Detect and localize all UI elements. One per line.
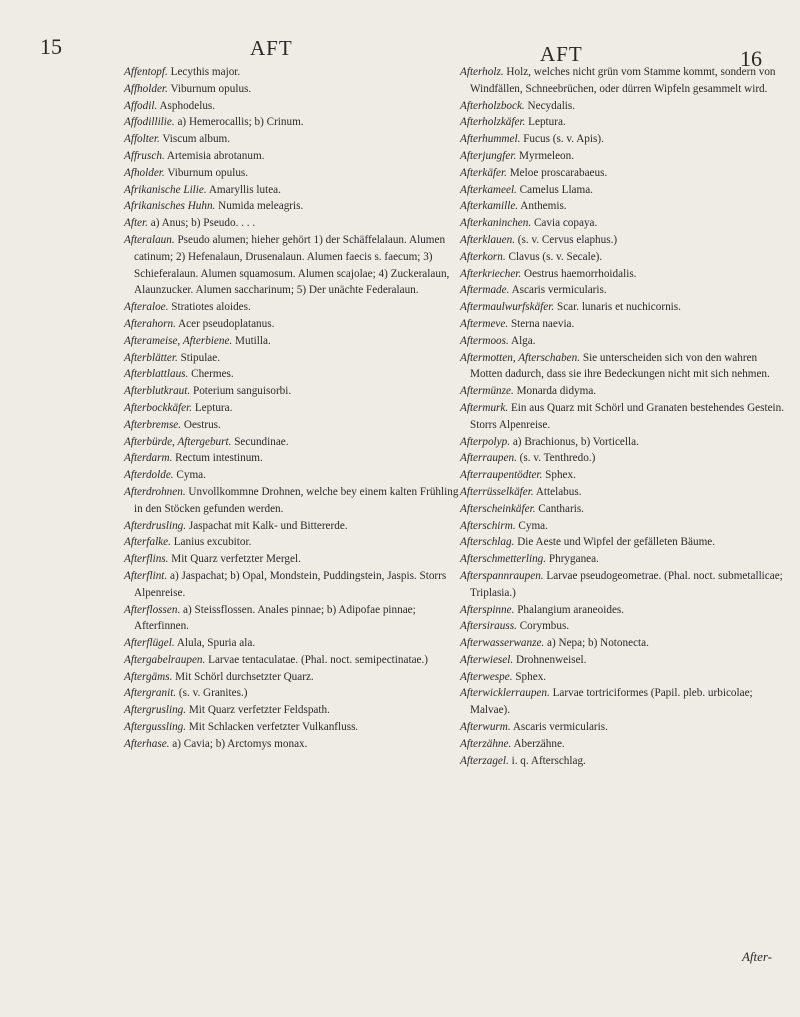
entry-headword: Afterdolde. [124, 469, 174, 482]
entry-definition: Stratiotes aloides. [171, 301, 251, 314]
entry-headword: Afterholzkäfer. [460, 116, 526, 129]
entry-definition: Aberzähne. [513, 737, 565, 750]
entry-headword: Afterblattlaus. [124, 368, 189, 381]
dictionary-entry [124, 299, 464, 316]
entry-definition: Stipulae. [180, 351, 221, 364]
entry-headword: Afterblätter. [124, 351, 178, 364]
dictionary-entry [460, 350, 790, 384]
dictionary-entry [124, 198, 464, 215]
dictionary-entry [460, 534, 790, 551]
dictionary-entry [460, 182, 790, 199]
entry-definition: Attelabus. [535, 485, 582, 498]
entry-definition: Mutilla. [235, 334, 271, 347]
entry-headword: Afterhase. [124, 737, 170, 750]
dictionary-entry [460, 652, 790, 669]
entry-definition: Larvae tentaculatae. (Phal. noct. semipectinatae.) [208, 653, 429, 666]
entry-headword: Afterkameel. [460, 183, 517, 196]
dictionary-entry [460, 551, 790, 568]
entry-headword: Afrikanisches Huhn. [124, 200, 216, 213]
entry-definition: Camelus Llama. [519, 183, 593, 196]
entry-definition: Amaryllis lutea. [208, 183, 281, 196]
dictionary-entry [124, 685, 464, 702]
left-page-number: 15 [40, 34, 62, 59]
dictionary-entry [460, 282, 790, 299]
entry-headword: Affrusch. [124, 149, 165, 162]
dictionary-entry [124, 400, 464, 417]
entry-definition: i. q. Afterschlag. [511, 754, 586, 767]
entry-headword: Afterkamille. [460, 200, 519, 213]
entry-definition: Cavia copaya. [533, 217, 598, 230]
entry-headword: Afterfalke. [124, 536, 171, 549]
dictionary-entry [460, 266, 790, 283]
entry-definition: (s. v. Cervus elaphus.) [517, 233, 618, 246]
entry-definition: Viburnum opulus. [167, 166, 249, 179]
entry-definition: Secundinae. [234, 435, 289, 448]
entry-headword: Afterholz. [460, 66, 504, 78]
dictionary-entry [460, 383, 790, 400]
entry-headword: Aftergrusling. [124, 704, 187, 717]
entry-definition: Alga. [510, 334, 536, 347]
dictionary-entry [124, 602, 464, 636]
dictionary-entry [124, 635, 464, 652]
dictionary-entry [124, 316, 464, 333]
entry-definition: Alula, Spuria ala. [176, 637, 256, 650]
left-running-title: AFT [250, 36, 293, 60]
entry-headword: Afterdarm. [124, 452, 173, 465]
entry-definition: Phryganea. [548, 553, 599, 566]
dictionary-entry [124, 114, 464, 131]
entry-definition: Monarda didyma. [516, 385, 597, 398]
entry-headword: Afterflügel. [124, 637, 175, 650]
entry-definition: Die Aeste und Wipfel der gefälleten Bäume. [517, 536, 716, 549]
dictionary-entry [460, 249, 790, 266]
dictionary-entry [460, 64, 790, 98]
dictionary-entry [124, 182, 464, 199]
dictionary-entry [460, 148, 790, 165]
entry-definition: (s. v. Tenthredo.) [519, 452, 596, 465]
dictionary-entry [124, 450, 464, 467]
entry-definition: Asphodelus. [159, 99, 216, 112]
entry-definition: Cyma. [176, 469, 206, 482]
entry-headword: Afterdrusling. [124, 519, 187, 532]
entry-headword: Afterkäfer. [460, 166, 507, 179]
entry-headword: Afterspinne. [460, 603, 515, 616]
entry-headword: Afterscheinkäfer. [460, 502, 536, 515]
entry-headword: Afteralaun. [124, 233, 175, 246]
entry-headword: Afterklauen. [460, 233, 515, 246]
entry-headword: Aftermotten, Afterschaben. [460, 351, 581, 364]
entry-headword: Afterwicklerraupen. [460, 687, 550, 700]
entry-headword: Afterbürde, Aftergeburt. [124, 435, 232, 448]
entry-definition: Ein aus Quarz mit Schörl und Granaten bestehendes Gestein. Storrs Alpenreise. [470, 401, 785, 431]
dictionary-entry [460, 568, 790, 602]
dictionary-entry [460, 165, 790, 182]
entry-headword: Afteraloe. [124, 301, 169, 314]
entry-definition: Myrmeleon. [519, 149, 575, 162]
entry-definition: Artemisia abrotanum. [166, 149, 265, 162]
entry-headword: Afrikanische Lilie. [124, 183, 207, 196]
dictionary-entry [124, 366, 464, 383]
entry-headword: Aftermade. [460, 284, 510, 297]
dictionary-entry [124, 383, 464, 400]
entry-definition: Mit Schlacken verfetzter Vulkanfluss. [188, 721, 359, 734]
entry-definition: a) Cavia; b) Arctomys monax. [172, 737, 308, 750]
entry-definition: (s. v. Granites.) [178, 687, 248, 700]
entry-definition: Meloe proscarabaeus. [509, 166, 608, 179]
dictionary-entry [124, 652, 464, 669]
entry-definition: Larvae pseudogeometrae. (Phal. noct. submetallicae; Triplasia.) [470, 569, 783, 599]
dictionary-entry [460, 719, 790, 736]
entry-headword: Afterwurm. [460, 721, 511, 734]
entry-definition: Leptura. [194, 401, 233, 414]
entry-definition: Scar. lunaris et nuchicornis. [556, 301, 681, 314]
entry-headword: Afterschirm. [460, 519, 516, 532]
dictionary-entry [124, 232, 464, 299]
dictionary-entry [460, 618, 790, 635]
entry-headword: Aftergabelraupen. [124, 653, 206, 666]
entry-definition: Unvollkommne Drohnen, welche bey einem kalten Frühling in den Stöcken gefunden werden. [134, 485, 459, 515]
entry-definition: Chermes. [191, 368, 234, 381]
right-column [460, 64, 790, 769]
dictionary-entry [460, 198, 790, 215]
dictionary-entry [460, 316, 790, 333]
entry-definition: a) Anus; b) Pseudo. . . . [150, 217, 256, 230]
entry-definition: Sie unterscheiden sich von den wahren Motten dadurch, dass sie ihre Bedeckungen nicht mit sich nehmen. [470, 351, 770, 381]
dictionary-entry [124, 484, 464, 518]
entry-definition: Sterna naevia. [510, 317, 575, 330]
entry-definition: Fucus (s. v. Apis). [523, 133, 604, 146]
entry-headword: Afterblutkraut. [124, 385, 191, 398]
entry-headword: Afterflins. [124, 553, 169, 566]
dictionary-entry [460, 518, 790, 535]
entry-definition: Numida meleagris. [218, 200, 304, 213]
entry-definition: Sphex. [515, 670, 547, 683]
dictionary-entry [460, 501, 790, 518]
entry-definition: Oestrus haemorrhoidalis. [524, 267, 637, 280]
dictionary-entry [124, 417, 464, 434]
entry-headword: Aftergussling. [124, 721, 187, 734]
dictionary-entry [460, 434, 790, 451]
entry-headword: Aftermurk. [460, 401, 509, 414]
entry-headword: Aftermeve. [460, 317, 509, 330]
entry-headword: Aftergäms. [124, 670, 173, 683]
entry-headword: Afterzähne. [460, 737, 512, 750]
dictionary-entry [460, 333, 790, 350]
entry-headword: Aftermoos. [460, 334, 509, 347]
entry-definition: Jaspachat mit Kalk- und Bittererde. [188, 519, 348, 532]
dictionary-entry [460, 602, 790, 619]
entry-headword: Afterrüsselkäfer. [460, 485, 534, 498]
dictionary-entry [124, 736, 464, 753]
dictionary-entry [460, 753, 790, 770]
entry-definition: Acer pseudoplatanus. [178, 317, 275, 330]
entry-definition: Necydalis. [527, 99, 576, 112]
entry-headword: Afterschmetterling. [460, 553, 547, 566]
entry-definition: Ascaris vermicularis. [512, 721, 608, 734]
dictionary-entry [460, 635, 790, 652]
entry-headword: Aftersirauss. [460, 620, 517, 633]
entry-definition: a) Hemerocallis; b) Crinum. [177, 116, 304, 129]
entry-headword: Afterschlag. [460, 536, 515, 549]
dictionary-entry [124, 215, 464, 232]
right-running-title: AFT [540, 42, 583, 66]
entry-definition: Lanius excubitor. [173, 536, 252, 549]
entry-definition: Larvae tortriciformes (Papil. pleb. urbicolae; Malvae). [470, 687, 753, 717]
entry-definition: Lecythis major. [170, 66, 241, 78]
dictionary-entry [124, 669, 464, 686]
entry-headword: Afterjungfer. [460, 149, 517, 162]
entry-definition: a) Brachionus, b) Vorticella. [512, 435, 639, 448]
entry-headword: Aftermünze. [460, 385, 514, 398]
entry-headword: Afterspannraupen. [460, 569, 544, 582]
entry-headword: Afterwespe. [460, 670, 513, 683]
entry-definition: Clavus (s. v. Secale). [508, 250, 603, 263]
dictionary-entry [124, 702, 464, 719]
dictionary-entry [124, 333, 464, 350]
entry-headword: Afterameise, Afterbiene. [124, 334, 233, 347]
entry-definition: Mit Schörl durchsetzter Quarz. [175, 670, 314, 683]
entry-definition: Drohnenweisel. [515, 653, 587, 666]
entry-headword: Afterhummel. [460, 133, 521, 146]
entry-definition: a) Nepa; b) Notonecta. [547, 637, 649, 650]
entry-definition: Mit Quarz verfetzter Mergel. [171, 553, 301, 566]
dictionary-entry [460, 736, 790, 753]
entry-definition: Corymbus. [519, 620, 570, 633]
entry-headword: Affolter. [124, 133, 160, 146]
entry-headword: After. [124, 217, 148, 230]
dictionary-entry [460, 232, 790, 249]
entry-headword: Afterpolyp. [460, 435, 511, 448]
dictionary-entry [124, 518, 464, 535]
entry-definition: Pseudo alumen; hieher gehört 1) der Schäffelalaun. Alumen catinum; 2) Hefenalaun, Drusenalaun. Alumen faecis s. faecum; 3) Schieferalaun. Alumen squamosum. Alumen scajolae; 4) Zuckeralaun, Alaunzucker. Alumen saccharinum; 5) Der unächte Federalaun. [134, 233, 450, 297]
dictionary-entry [460, 669, 790, 686]
entry-definition: Viburnum opulus. [170, 82, 252, 95]
dictionary-entry [460, 131, 790, 148]
dictionary-entry [124, 148, 464, 165]
entry-headword: Afterraupentödter. [460, 469, 543, 482]
dictionary-entry [124, 534, 464, 551]
entry-definition: Viscum album. [162, 133, 231, 146]
dictionary-entry [460, 450, 790, 467]
dictionary-entry [124, 64, 464, 81]
dictionary-entry [460, 467, 790, 484]
dictionary-entry [124, 131, 464, 148]
entry-definition: Ascaris vermicularis. [511, 284, 607, 297]
dictionary-entry [124, 719, 464, 736]
entry-definition: Cyma. [518, 519, 548, 532]
entry-definition: Poterium sanguisorbi. [192, 385, 292, 398]
entry-definition: Cantharis. [538, 502, 584, 515]
dictionary-entry [124, 467, 464, 484]
entry-headword: Afterflossen. [124, 603, 181, 616]
entry-headword: Aftergranit. [124, 687, 177, 700]
entry-definition: a) Steissflossen. Anales pinnae; b) Adipofae pinnae; Afterfinnen. [134, 603, 416, 633]
entry-headword: Afterwasserwanze. [460, 637, 545, 650]
dictionary-entry [460, 400, 790, 434]
entry-definition: Rectum intestinum. [175, 452, 263, 465]
entry-headword: Afterdrohnen. [124, 485, 186, 498]
dictionary-entry [460, 685, 790, 719]
entry-headword: Afterholzbock. [460, 99, 525, 112]
entry-headword: Afterkaninchen. [460, 217, 532, 230]
dictionary-entry [124, 98, 464, 115]
entry-headword: Affodillilie. [124, 116, 175, 129]
dictionary-entry [124, 434, 464, 451]
entry-definition: Anthemis. [520, 200, 567, 213]
dictionary-entry [124, 165, 464, 182]
entry-headword: Afterkorn. [460, 250, 506, 263]
dictionary-entry [460, 114, 790, 131]
entry-headword: Afterzagel. [460, 754, 509, 767]
entry-headword: Afterbockkäfer. [124, 401, 193, 414]
entry-headword: Afterbremse. [124, 418, 182, 431]
dictionary-entry [460, 215, 790, 232]
catchword: After- [741, 949, 772, 964]
entry-definition: Phalangium araneoides. [517, 603, 625, 616]
entry-headword: Affodil. [124, 99, 158, 112]
entry-headword: Affentopf. [124, 66, 168, 78]
dictionary-entry [124, 81, 464, 98]
dictionary-entry [460, 484, 790, 501]
entry-definition: a) Jaspachat; b) Opal, Mondstein, Puddingstein, Jaspis. Storrs Alpenreise. [134, 569, 447, 599]
entry-headword: Aftermaulwurfskäfer. [460, 301, 555, 314]
entry-headword: Afterwiesel. [460, 653, 514, 666]
dictionary-entry [460, 98, 790, 115]
entry-definition: Holz, welches nicht grün vom Stamme kommt, sondern von Windfällen, Schneebrüchen, oder dürren Wipfeln gesammelt wird. [470, 66, 776, 95]
entry-headword: Afterkriecher. [460, 267, 522, 280]
entry-headword: Afterahorn. [124, 317, 176, 330]
entry-headword: Affholder. [124, 82, 168, 95]
dictionary-entry [460, 299, 790, 316]
entry-headword: Afterraupen. [460, 452, 517, 465]
dictionary-entry [124, 568, 464, 602]
dictionary-entry [124, 551, 464, 568]
entry-definition: Oestrus. [183, 418, 221, 431]
entry-headword: Afholder. [124, 166, 165, 179]
left-column [124, 64, 464, 753]
right-page-number: 16 [740, 46, 762, 71]
dictionary-entry [124, 350, 464, 367]
entry-definition: Mit Quarz verfetzter Feldspath. [188, 704, 330, 717]
entry-headword: Afterflint. [124, 569, 168, 582]
entry-definition: Sphex. [545, 469, 576, 482]
entry-definition: Leptura. [528, 116, 566, 129]
